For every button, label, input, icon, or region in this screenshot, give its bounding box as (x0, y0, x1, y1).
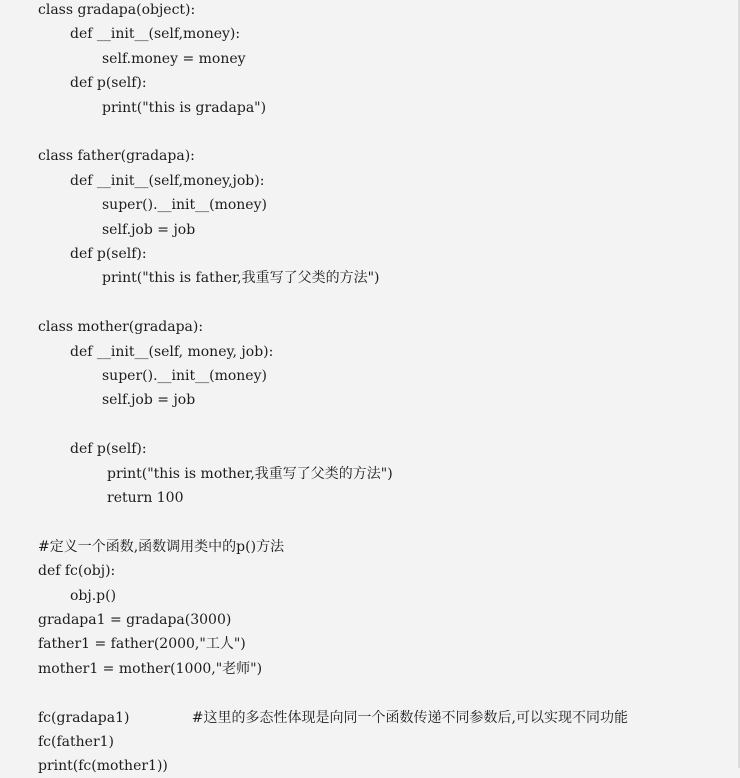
code-line: def fc(obj): (38, 563, 116, 580)
code-line: father1 = father(2000,"工人") (38, 636, 246, 653)
code-line: super().__init__(money) (102, 368, 267, 384)
code-line: print(fc(mother1)) (38, 758, 168, 775)
code-line: class gradapa(object): (38, 2, 196, 18)
code-line: gradapa1 = gradapa(3000) (38, 612, 232, 628)
code-line: def p(self): (70, 246, 147, 262)
code-line: class father(gradapa): (38, 148, 195, 165)
code-line: print("this is gradapa") (102, 99, 267, 116)
code-comment-line: #定义一个函数,函数调用类中的p()方法 (38, 538, 285, 555)
code-line: fc(gradapa1) #这里的多态性体现是向同一个函数传递不同参数后,可以实现不同功能 (38, 709, 628, 726)
code-line: super().__init__(money) (102, 197, 267, 214)
code-line: obj.p() (70, 587, 117, 604)
code-line: print("this is mother,我重写了父类的方法") (107, 465, 393, 482)
code-line: def p(self): (70, 441, 147, 458)
code-line: print("this is father,我重写了父类的方法") (102, 270, 380, 287)
code-line: fc(father1) (38, 734, 115, 750)
code-line: class mother(gradapa): (38, 319, 204, 336)
code-line: def __init__(self,money,job): (70, 172, 265, 189)
code-line: self.job = job (102, 221, 196, 238)
code-line: return 100 (107, 490, 184, 506)
code-line: self.job = job (102, 392, 196, 409)
code-line: def __init__(self, money, job): (70, 343, 274, 360)
code-line: def p(self): (70, 75, 147, 92)
code-line: self.money = money (102, 50, 246, 67)
code-line: mother1 = mother(1000,"老师") (38, 660, 263, 677)
code-line: def __init__(self,money): (70, 26, 241, 43)
